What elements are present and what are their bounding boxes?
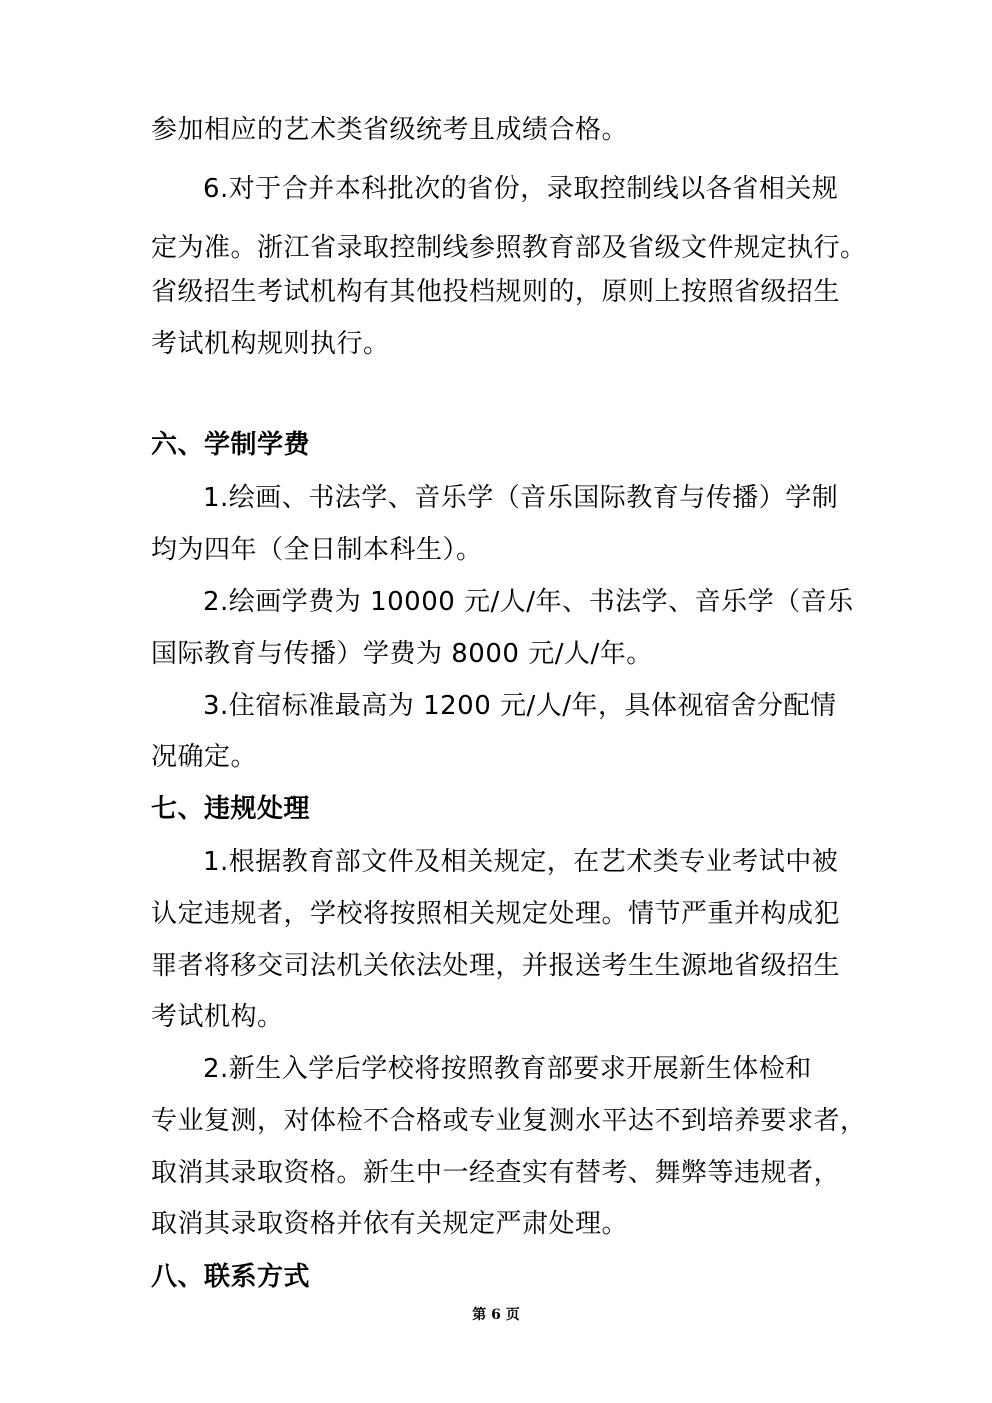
body-line: 专业复测，对体检不合格或专业复测水平达不到培养要求者， xyxy=(151,1106,867,1136)
body-line: 定为准。浙江省录取控制线参照教育部及省级文件规定执行。 xyxy=(151,233,867,263)
body-line: 考试机构。 xyxy=(151,1002,284,1032)
page-number: 第 6 页 xyxy=(472,1307,520,1323)
body-line: 省级招生考试机构有其他投档规则的，原则上按照省级招生 xyxy=(151,277,841,307)
body-line: 3.住宿标准最高为 1200 元/人/年，具体视宿舍分配情 xyxy=(203,691,837,721)
body-line: 罪者将移交司法机关依法处理，并报送考生生源地省级招生 xyxy=(151,951,841,981)
section-heading-contact: 八、联系方式 xyxy=(151,1262,311,1292)
body-line: 1.根据教育部文件及相关规定，在艺术类专业考试中被 xyxy=(203,847,839,877)
body-line: 认定违规者，学校将按照相关规定处理。情节严重并构成犯 xyxy=(151,899,841,929)
body-line: 参加相应的艺术类省级统考且成绩合格。 xyxy=(151,115,629,145)
body-line: 况确定。 xyxy=(151,742,258,772)
body-line: 2.绘画学费为 10000 元/人/年、书法学、音乐学（音乐 xyxy=(203,587,854,617)
body-line: 考试机构规则执行。 xyxy=(151,329,390,359)
body-line: 6.对于合并本科批次的省份，录取控制线以各省相关规 xyxy=(203,174,839,204)
body-line: 1.绘画、书法学、音乐学（音乐国际教育与传播）学制 xyxy=(203,483,839,513)
section-heading-violations: 七、违规处理 xyxy=(151,794,311,824)
body-line: 取消其录取资格并依有关规定严肃处理。 xyxy=(151,1209,629,1239)
body-line: 均为四年（全日制本科生）。 xyxy=(151,535,483,565)
body-line: 国际教育与传播）学费为 8000 元/人/年。 xyxy=(151,639,653,669)
section-heading-tuition: 六、学制学费 xyxy=(151,430,311,460)
body-line: 2.新生入学后学校将按照教育部要求开展新生体检和 xyxy=(203,1054,812,1084)
body-line: 取消其录取资格。新生中一经查实有替考、舞弊等违规者， xyxy=(151,1158,841,1188)
